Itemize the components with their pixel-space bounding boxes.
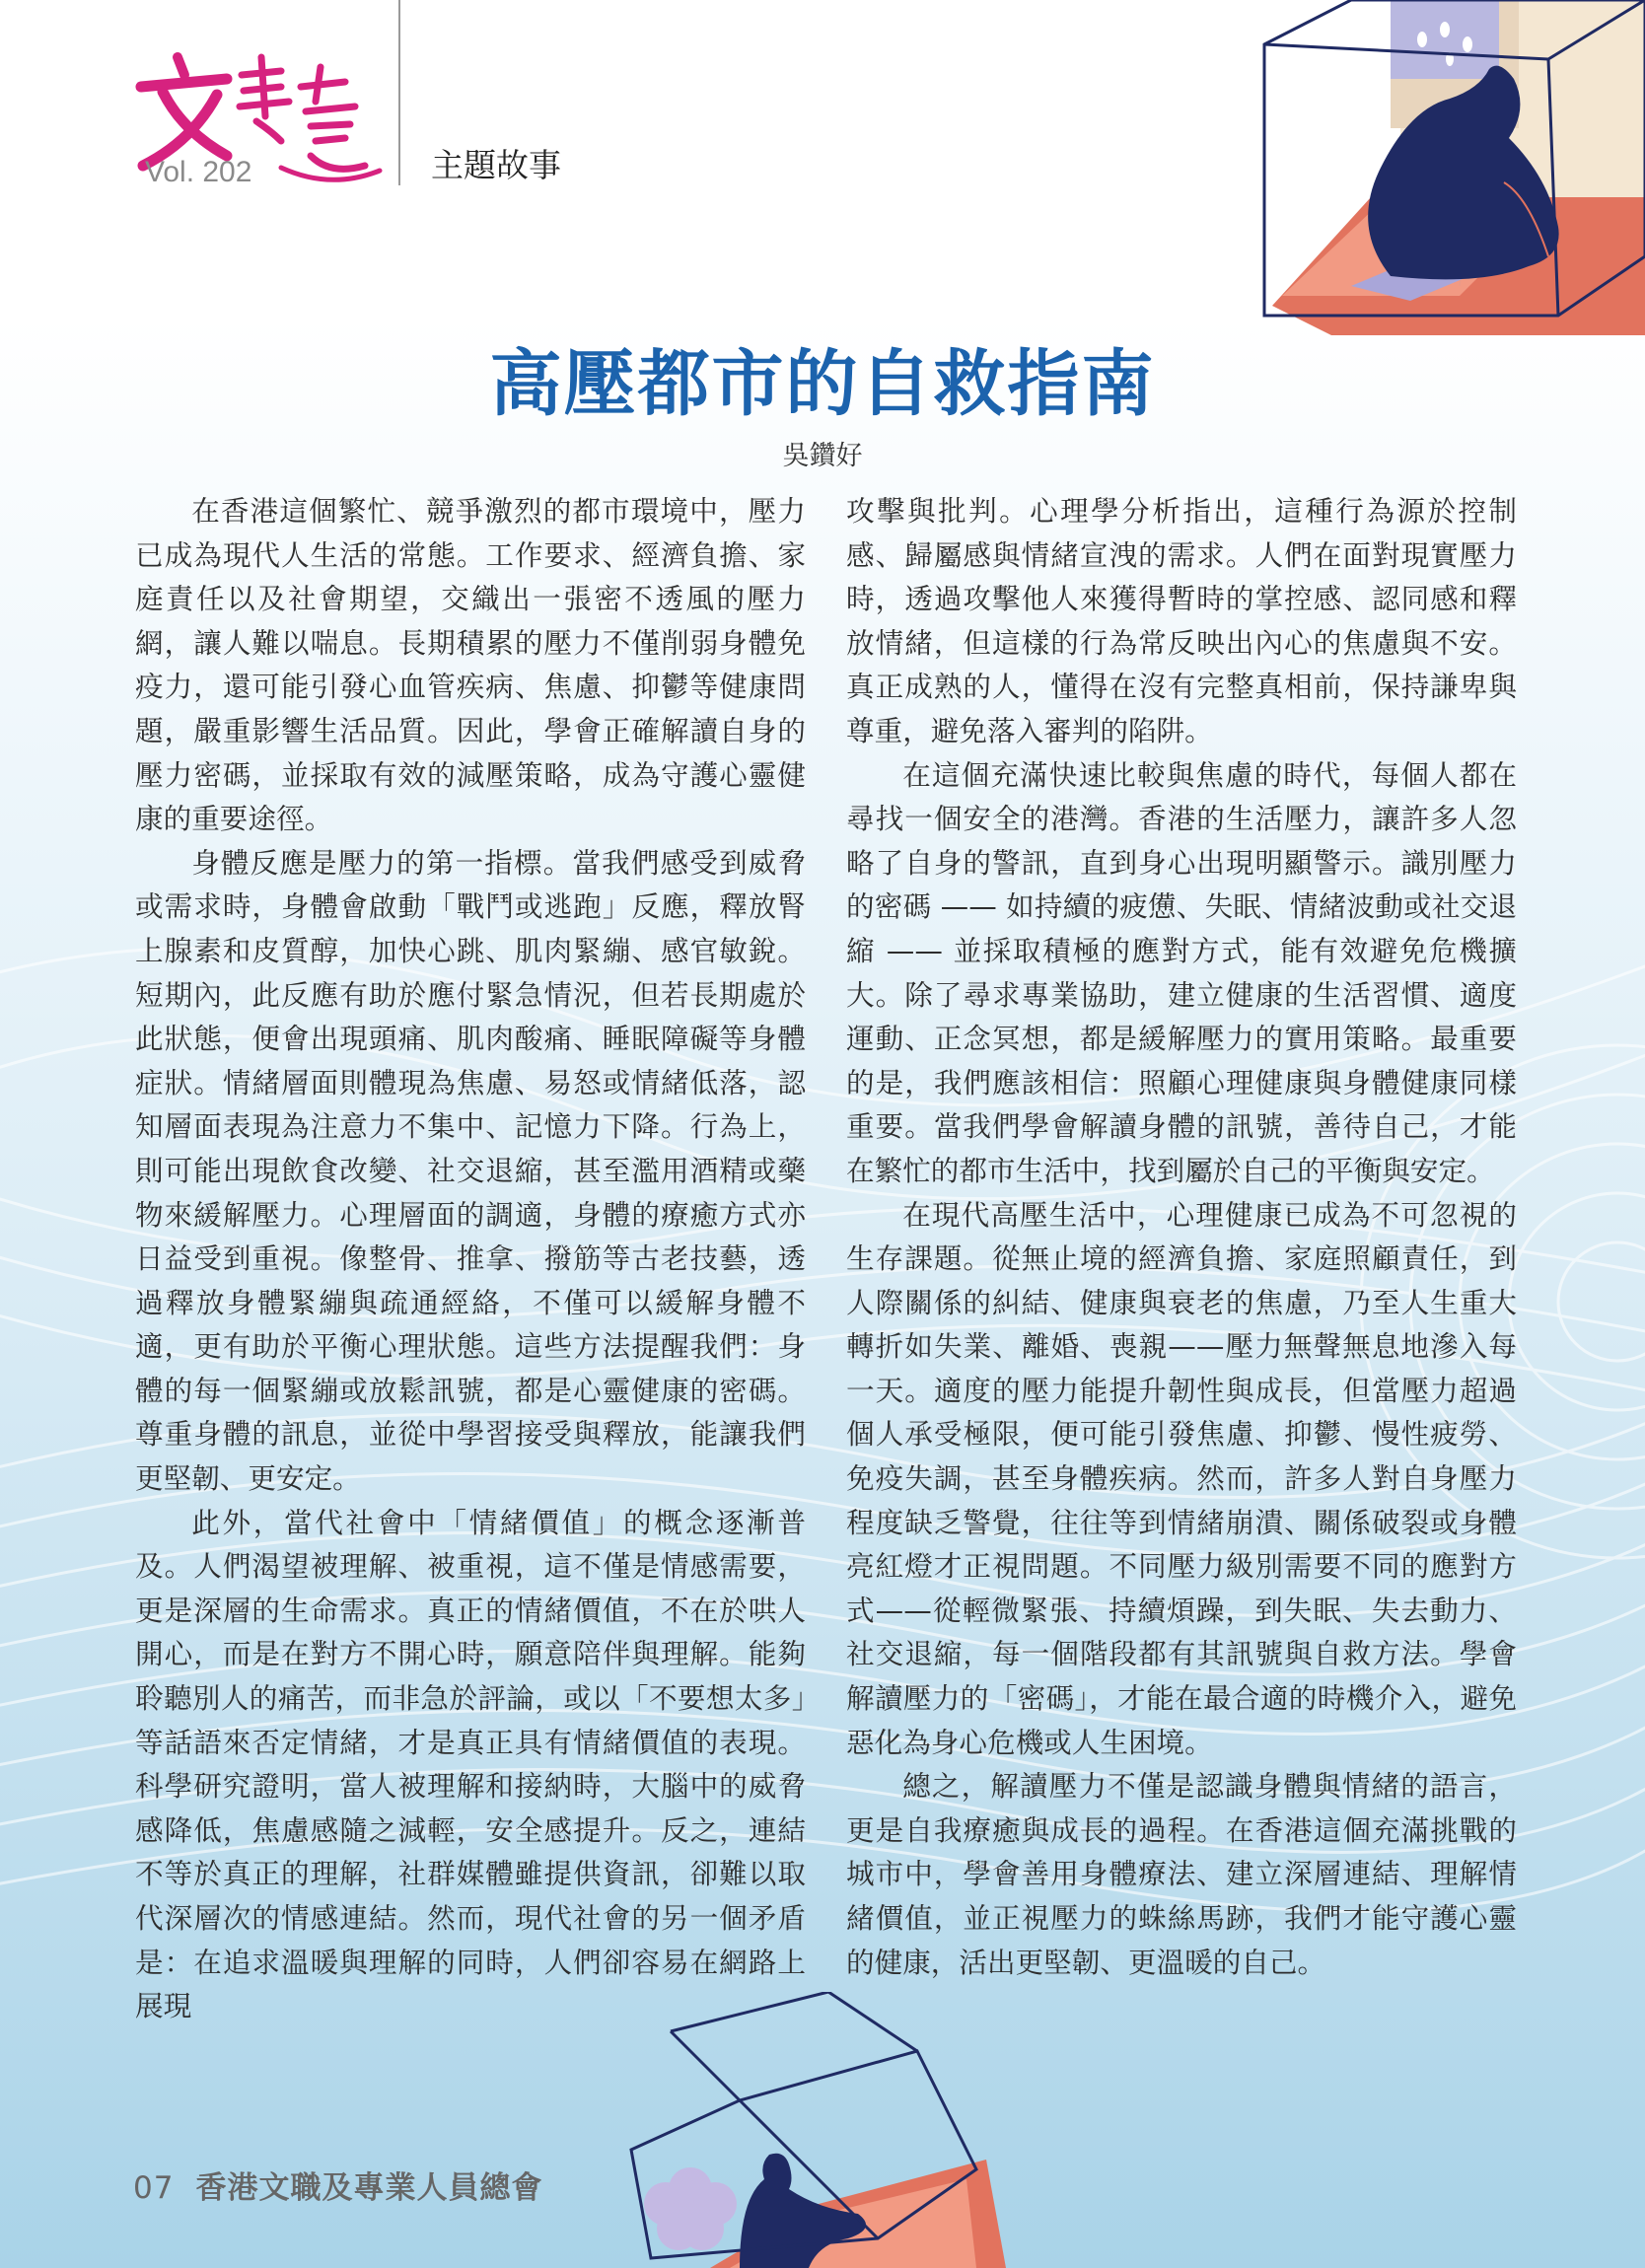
- paragraph: 總之，解讀壓力不僅是認識身體與情緒的語言，更是自我療癒與成長的過程。在香港這個充滿挑戰的城市中，學會善用身體療法、建立深層連結、理解情緒價值，並正視壓力的蛛絲馬跡，我們才能守護心靈的健康，活出更堅韌、更溫暖的自己。: [846, 1769, 1517, 1979]
- page-number: 07: [133, 2170, 175, 2206]
- header-divider: [398, 0, 400, 185]
- header-illustration-person-in-box: [1252, 0, 1645, 345]
- paragraph: 在香港這個繁忙、競爭激烈的都市環境中，壓力已成為現代人生活的常態。工作要求、經濟負擔、家庭責任以及社會期望，交織出一張密不透風的壓力網，讓人難以喘息。長期積累的壓力不僅削弱身體免疫力，還可能引發心血管疾病、焦慮、抑鬱等健康問題，嚴重影響生活品質。因此，學會正確解讀自身的壓力密碼，並採取有效的減壓策略，成為守護心靈健康的重要途徑。: [135, 494, 806, 836]
- paragraph: 在這個充滿快速比較與焦慮的時代，每個人都在尋找一個安全的港灣。香港的生活壓力，讓許多人忽略了自身的警訊，直到身心出現明顯警示。識別壓力的密碼 —— 如持續的疲憊、失眠、情緒波動或社交退縮 —— 並採取積極的應對方式，能有效避免危機擴大。除了尋求專業協助，建立健康的生活習慣、適度運動、正念冥想，都是緩解壓力的實用策略。最重要的是，我們應該相信：照顧心理健康與身體健康同樣重要。當我們學會解讀身體的訊號，善待自己，才能在繁忙的都市生活中，找到屬於自己的平衡與安定。: [846, 757, 1517, 1187]
- organization-name: 香港文職及專業人員總會: [195, 2170, 543, 2206]
- paragraph: 攻擊與批判。心理學分析指出，這種行為源於控制感、歸屬感與情緒宣洩的需求。人們在面對現實壓力時，透過攻擊他人來獲得暫時的掌控感、認同感和釋放情緒，但這樣的行為常反映出內心的焦慮與不安。真正成熟的人，懂得在沒有完整真相前，保持謙卑與尊重，避免落入審判的陷阱。: [846, 494, 1517, 747]
- article-author: 吳鑽好: [782, 441, 863, 471]
- section-label: 主題故事: [431, 146, 561, 184]
- footer-illustration-person-in-box: [592, 1992, 1006, 2268]
- volume-number: Vol. 202: [145, 156, 252, 188]
- paragraph: 此外，當代社會中「情緒價值」的概念逐漸普及。人們渴望被理解、被重視，這不僅是情感需要，更是深層的生命需求。真正的情緒價值，不在於哄人開心，而是在對方不開心時，願意陪伴與理解。能夠聆聽別人的痛苦，而非急於評論，或以「不要想太多」等話語來否定情緒，才是真正具有情緒價值的表現。科學研究證明，當人被理解和接納時，大腦中的威脅感降低，焦慮感隨之減輕，安全感提升。反之，連結不等於真正的理解，社群媒體雖提供資訊，卻難以取代深層次的情感連結。然而，現代社會的另一個矛盾是：在追求溫暖與理解的同時，人們卻容易在網路上展現: [135, 1505, 806, 2023]
- article-title: 高壓都市的自救指南: [489, 342, 1156, 426]
- magazine-logo: [133, 47, 390, 195]
- article-column-left: [135, 489, 806, 2028]
- article-column-right: [846, 489, 1517, 1984]
- paragraph: 在現代高壓生活中，心理健康已成為不可忽視的生存課題。從無止境的經濟負擔、家庭照顧責任，到人際關係的糾結、健康與衰老的焦慮，乃至人生重大轉折如失業、離婚、喪親——壓力無聲無息地滲入每一天。適度的壓力能提升韌性與成長，但當壓力超過個人承受極限，便可能引發焦慮、抑鬱、慢性疲勞、免疫失調，甚至身體疾病。然而，許多人對自身壓力程度缺乏警覺，往往等到情緒崩潰、關係破裂或身體亮紅燈才正視問題。不同壓力級別需要不同的應對方式——從輕微緊張、持續煩躁，到失眠、失去動力、社交退縮，每一個階段都有其訊號與自救方法。學會解讀壓力的「密碼」，才能在最合適的時機介入，避免惡化為身心危機或人生困境。: [846, 1197, 1517, 1759]
- paragraph: 身體反應是壓力的第一指標。當我們感受到威脅或需求時，身體會啟動「戰鬥或逃跑」反應，釋放腎上腺素和皮質醇，加快心跳、肌肉緊繃、感官敏銳。短期內，此反應有助於應付緊急情況，但若長期處於此狀態，便會出現頭痛、肌肉酸痛、睡眠障礙等身體症狀。情緒層面則體現為焦慮、易怒或情緒低落，認知層面表現為注意力不集中、記憶力下降。行為上，則可能出現飲食改變、社交退縮，甚至濫用酒精或藥物來緩解壓力。心理層面的調適，身體的療癒方式亦日益受到重視。像整骨、推拿、撥筋等古老技藝，透過釋放身體緊繃與疏通經絡，不僅可以緩解身體不適，更有助於平衡心理狀態。這些方法提醒我們：身體的每一個緊繃或放鬆訊號，都是心靈健康的密碼。尊重身體的訊息，並從中學習接受與釋放，能讓我們更堅韌、更安定。: [135, 845, 806, 1496]
- page-footer: [133, 2162, 542, 2207]
